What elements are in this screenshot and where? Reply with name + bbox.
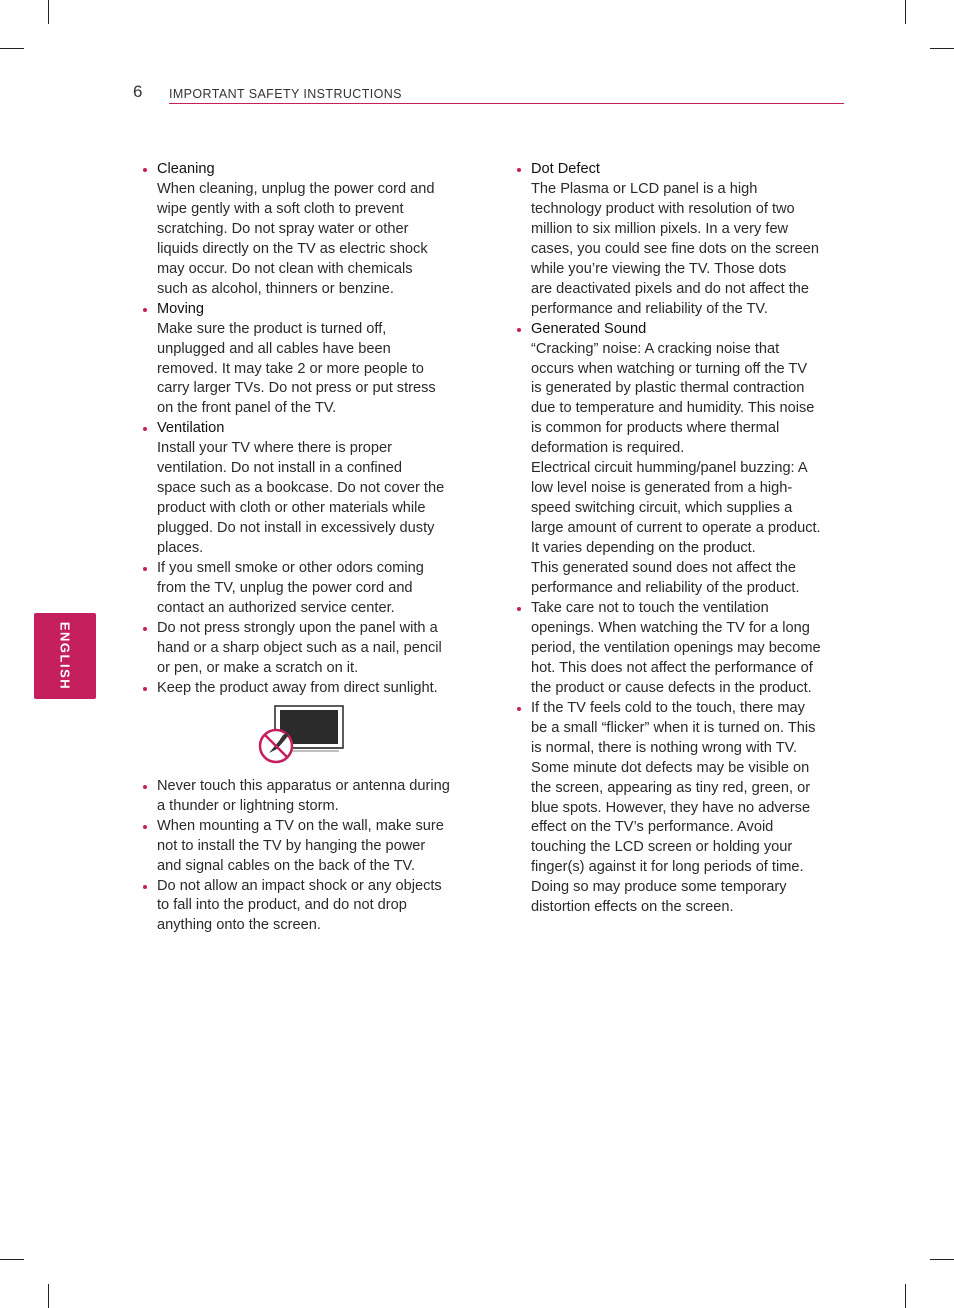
item-title: Ventilation [157, 420, 225, 437]
item-text-line: effect on the TV’s performance. Avoid [531, 819, 774, 836]
item-text-line: performance and reliability of the TV. [531, 300, 768, 317]
item-text-line: hot. This does not affect the performance of [531, 659, 813, 676]
item-text-line: Some minute dot defects may be visible on [531, 759, 810, 776]
item-text-line: space such as a bookcase. Do not cover the [157, 480, 445, 497]
item-text-line: low level noise is generated from a high- [531, 480, 793, 497]
right-list [514, 160, 844, 918]
crop-mark [0, 1259, 24, 1260]
item-text-line: speed switching circuit, which supplies a [531, 500, 793, 517]
item-text-line: plugged. Do not install in excessively dusty [157, 520, 435, 537]
item-text-line: occurs when watching or turning off the TV [531, 360, 808, 377]
item-text-line: large amount of current to operate a product. [531, 520, 821, 537]
item-text-line: contact an authorized service center. [157, 599, 395, 616]
item-text-line: the screen, appearing as tiny red, green, or [531, 779, 811, 796]
list-item [140, 877, 465, 937]
crop-mark [48, 0, 49, 24]
item-text-line: Take care not to touch the ventilation [531, 599, 769, 616]
item-text-line: wipe gently with a soft cloth to prevent [157, 200, 404, 217]
list-item [140, 419, 465, 559]
language-tab-label: ENGLISH [57, 621, 73, 691]
item-text-line: period, the ventilation openings may become [531, 639, 821, 656]
bullet-icon [143, 168, 147, 172]
bullet-icon [143, 308, 147, 312]
section-title: IMPORTANT SAFETY INSTRUCTIONS [169, 87, 402, 101]
list-item [514, 320, 844, 599]
item-text-line: carry larger TVs. Do not press or put stress [157, 380, 436, 397]
bullet-icon [143, 825, 147, 829]
item-text-line: “Cracking” noise: A cracking noise that [531, 340, 780, 357]
bullet-icon [143, 427, 147, 431]
item-text-line: blue spots. However, they have no adverse [531, 799, 811, 816]
crop-mark [48, 1284, 49, 1308]
no-touch-tv-icon [257, 705, 349, 767]
bullet-icon [143, 687, 147, 691]
item-text-line: and signal cables on the back of the TV. [157, 857, 416, 874]
item-text-line: deformation is required. [531, 440, 685, 457]
item-text-line: such as alcohol, thinners or benzine. [157, 280, 394, 297]
crop-mark [930, 48, 954, 49]
item-title: Dot Defect [531, 161, 600, 177]
item-text-line: unplugged and all cables have been [157, 340, 391, 357]
bullet-icon [143, 567, 147, 571]
item-text-line: is normal, there is nothing wrong with TV. [531, 739, 798, 756]
page-number: 6 [133, 82, 143, 101]
list-item [140, 619, 465, 679]
bullet-icon [517, 607, 521, 611]
item-text-line: Do not press strongly upon the panel with a [157, 619, 438, 636]
crop-mark [0, 48, 24, 49]
left-column [140, 160, 465, 936]
item-text-line: touching the LCD screen or holding your [531, 839, 793, 856]
list-item [140, 160, 465, 300]
no-touch-tv-figure [140, 699, 465, 777]
item-text-line: It varies depending on the product. [531, 540, 756, 557]
item-text-line: Make sure the product is turned off, [157, 320, 387, 337]
item-text-line: a thunder or lightning storm. [157, 797, 339, 814]
item-text-line: is generated by plastic thermal contraction [531, 380, 805, 397]
item-text-line: scratching. Do not spray water or other [157, 220, 409, 237]
item-title: Generated Sound [531, 320, 647, 337]
item-text-line: is common for products where thermal [531, 420, 780, 437]
item-text-line: ventilation. Do not install in a confined [157, 460, 403, 477]
item-text-line: are deactivated pixels and do not affect the [531, 280, 810, 297]
crop-mark [930, 1259, 954, 1260]
bullet-icon [143, 885, 147, 889]
list-item [514, 599, 844, 699]
item-text-line: not to install the TV by hanging the power [157, 837, 426, 854]
list-item [140, 559, 465, 619]
item-text-line: while you’re viewing the TV. Those dots [531, 260, 787, 277]
list-item [140, 817, 465, 877]
bullet-icon [517, 328, 521, 332]
item-title: Cleaning [157, 161, 215, 177]
item-text-line: liquids directly on the TV as electric shock [157, 240, 428, 257]
item-text-line: Never touch this apparatus or antenna during [157, 777, 450, 794]
list-item [140, 777, 465, 817]
list-item [514, 699, 844, 918]
item-text-line: due to temperature and humidity. This noise [531, 400, 815, 417]
item-text-line: distortion effects on the screen. [531, 899, 734, 916]
right-column [514, 160, 844, 918]
item-text-line: cases, you could see fine dots on the screen [531, 240, 819, 257]
item-text-line: from the TV, unplug the power cord and [157, 580, 413, 597]
crop-mark [905, 0, 906, 24]
item-text-line: removed. It may take 2 or more people to [157, 360, 424, 377]
bullet-icon [143, 785, 147, 789]
item-text-line: If the TV feels cold to the touch, there may [531, 699, 805, 716]
item-text-line: openings. When watching the TV for a long [531, 619, 810, 636]
item-text-line: be a small “flicker” when it is turned on. This [531, 719, 816, 736]
bullet-icon [143, 627, 147, 631]
item-text-line: technology product with resolution of two [531, 200, 795, 217]
crop-mark [905, 1284, 906, 1308]
item-text-line: When mounting a TV on the wall, make sure [157, 817, 444, 834]
item-text-line: the product or cause defects in the product. [531, 679, 812, 696]
bullet-icon [517, 168, 521, 172]
item-title: Moving [157, 300, 205, 317]
language-tab [34, 613, 96, 699]
item-text-line: may occur. Do not clean with chemicals [157, 260, 413, 277]
item-text-line: to fall into the product, and do not drop [157, 897, 407, 914]
list-item [514, 160, 844, 320]
left-list-after-figure [140, 777, 465, 937]
item-text-line: The Plasma or LCD panel is a high [531, 180, 758, 197]
item-text-line: This generated sound does not affect the [531, 560, 797, 577]
item-text-line: million to six million pixels. In a very few [531, 220, 789, 237]
item-text-line: Doing so may produce some temporary [531, 879, 787, 896]
bullet-icon [517, 707, 521, 711]
item-text-line: on the front panel of the TV. [157, 400, 337, 417]
item-text-line: Electrical circuit humming/panel buzzing: A [531, 460, 808, 477]
item-text-line: Do not allow an impact shock or any objects [157, 877, 442, 894]
item-text-line: places. [157, 540, 204, 557]
item-text-line: anything onto the screen. [157, 917, 321, 934]
list-item [140, 679, 465, 699]
item-text-line: finger(s) against it for long periods of time. [531, 859, 804, 876]
item-text-line: When cleaning, unplug the power cord and [157, 180, 435, 197]
header-divider [169, 103, 844, 104]
list-item [140, 300, 465, 420]
left-list [140, 160, 465, 699]
item-text-line: Keep the product away from direct sunlight. [157, 679, 438, 696]
item-text-line: hand or a sharp object such as a nail, pencil [157, 639, 442, 656]
item-text-line: product with cloth or other materials while [157, 500, 426, 517]
item-text-line: performance and reliability of the product. [531, 580, 800, 597]
item-text-line: If you smell smoke or other odors coming [157, 560, 424, 577]
item-text-line: or pen, or make a scratch on it. [157, 659, 359, 676]
item-text-line: Install your TV where there is proper [157, 440, 392, 457]
